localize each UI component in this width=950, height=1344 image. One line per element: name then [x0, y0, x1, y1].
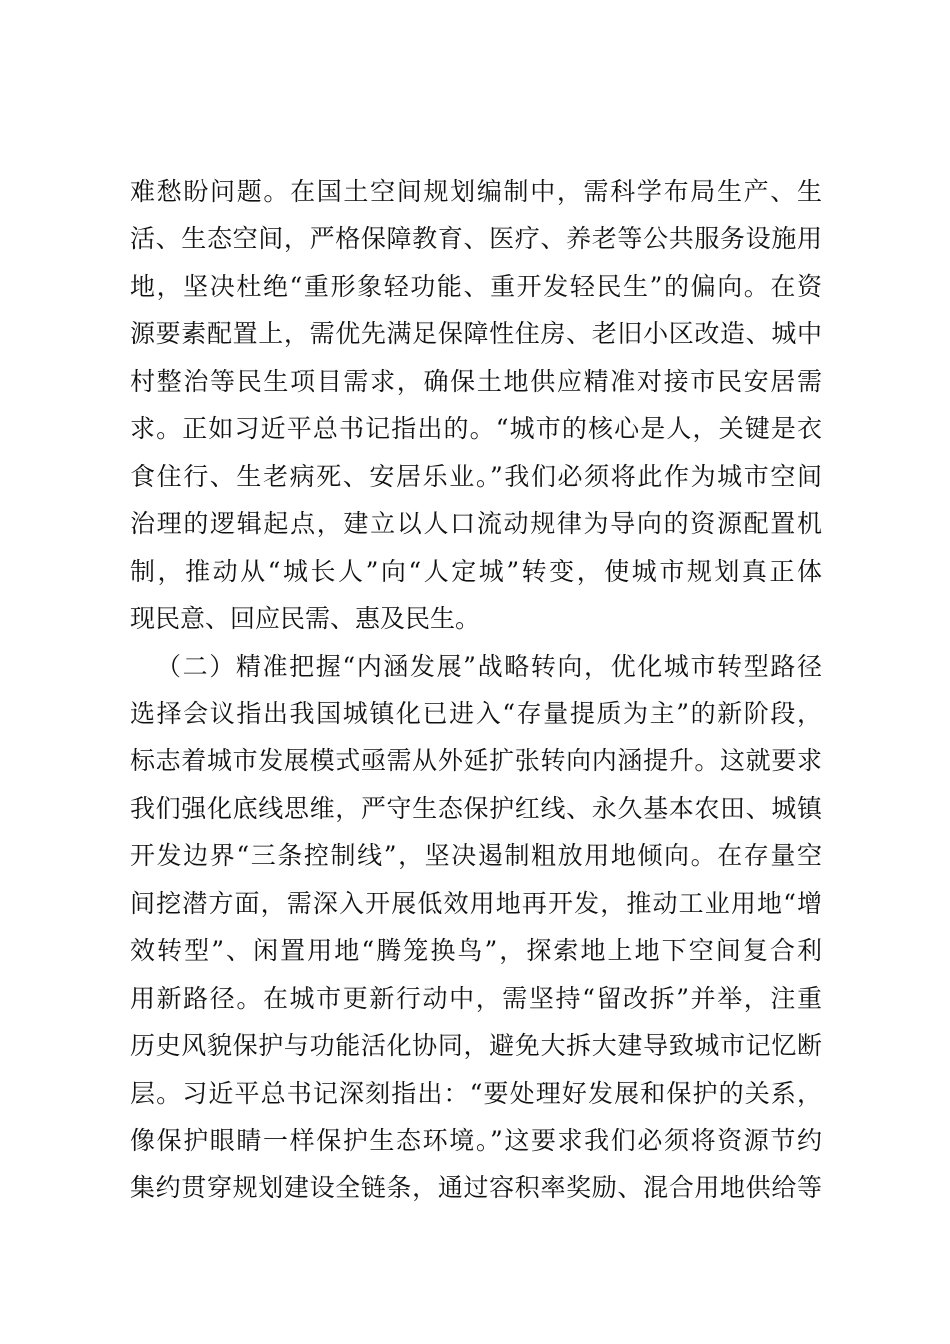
paragraph-line: 效转型”、闲置用地“腾笼换鸟”，探索地上地下空间复合利 [130, 936, 822, 966]
section-heading-line: （二）精准把握“内涵发展”战略转向，优化城市转型路径 [156, 651, 822, 681]
paragraph-line: 食住行、生老病死、安居乐业。”我们必须将此作为城市空间 [130, 461, 822, 491]
paragraph-line: 像保护眼睛一样保护生态环境。”这要求我们必须将资源节约 [130, 1126, 822, 1155]
paragraph-line: 历史风貌保护与功能活化协同，避免大拆大建导致城市记忆断 [130, 1031, 822, 1061]
paragraph-line: 层。习近平总书记深刻指出：“要处理好发展和保护的关系， [130, 1078, 822, 1108]
paragraph-line: 制，推动从“城长人”向“人定城”转变，使城市规划真正体 [130, 556, 822, 586]
paragraph-line: 求。正如习近平总书记指出的。“城市的核心是人，关键是衣 [130, 414, 822, 444]
paragraph-line: 间挖潜方面，需深入开展低效用地再开发，推动工业用地“增 [130, 888, 822, 918]
paragraph-line: 治理的逻辑起点，建立以人口流动规律为导向的资源配置机 [130, 509, 822, 539]
paragraph-line: 地，坚决杜绝“重形象轻功能、重开发轻民生”的偏向。在资 [130, 271, 822, 301]
paragraph-line: 村整治等民生项目需求，确保土地供应精准对接市民安居需 [130, 366, 822, 396]
paragraph-line: 难愁盼问题。在国土空间规划编制中，需科学布局生产、生 [130, 177, 822, 206]
paragraph-line: 源要素配置上，需优先满足保障性住房、老旧小区改造、城中 [130, 319, 822, 349]
paragraph-line: 开发边界“三条控制线”，坚决遏制粗放用地倾向。在存量空 [130, 841, 822, 871]
paragraph-line: 我们强化底线思维，严守生态保护红线、永久基本农田、城镇 [130, 793, 822, 823]
paragraph-line: 活、生态空间，严格保障教育、医疗、养老等公共服务设施用 [130, 224, 822, 254]
paragraph-line: 选择会议指出我国城镇化已进入“存量提质为主”的新阶段， [130, 698, 822, 728]
paragraph-line: 现民意、回应民需、惠及民生。 [130, 604, 481, 634]
paragraph-line: 标志着城市发展模式亟需从外延扩张转向内涵提升。这就要求 [130, 746, 822, 776]
paragraph-line: 用新路径。在城市更新行动中，需坚持“留改拆”并举，注重 [130, 983, 822, 1013]
paragraph-line: 集约贯穿规划建设全链条，通过容积率奖励、混合用地供给等 [130, 1173, 822, 1203]
